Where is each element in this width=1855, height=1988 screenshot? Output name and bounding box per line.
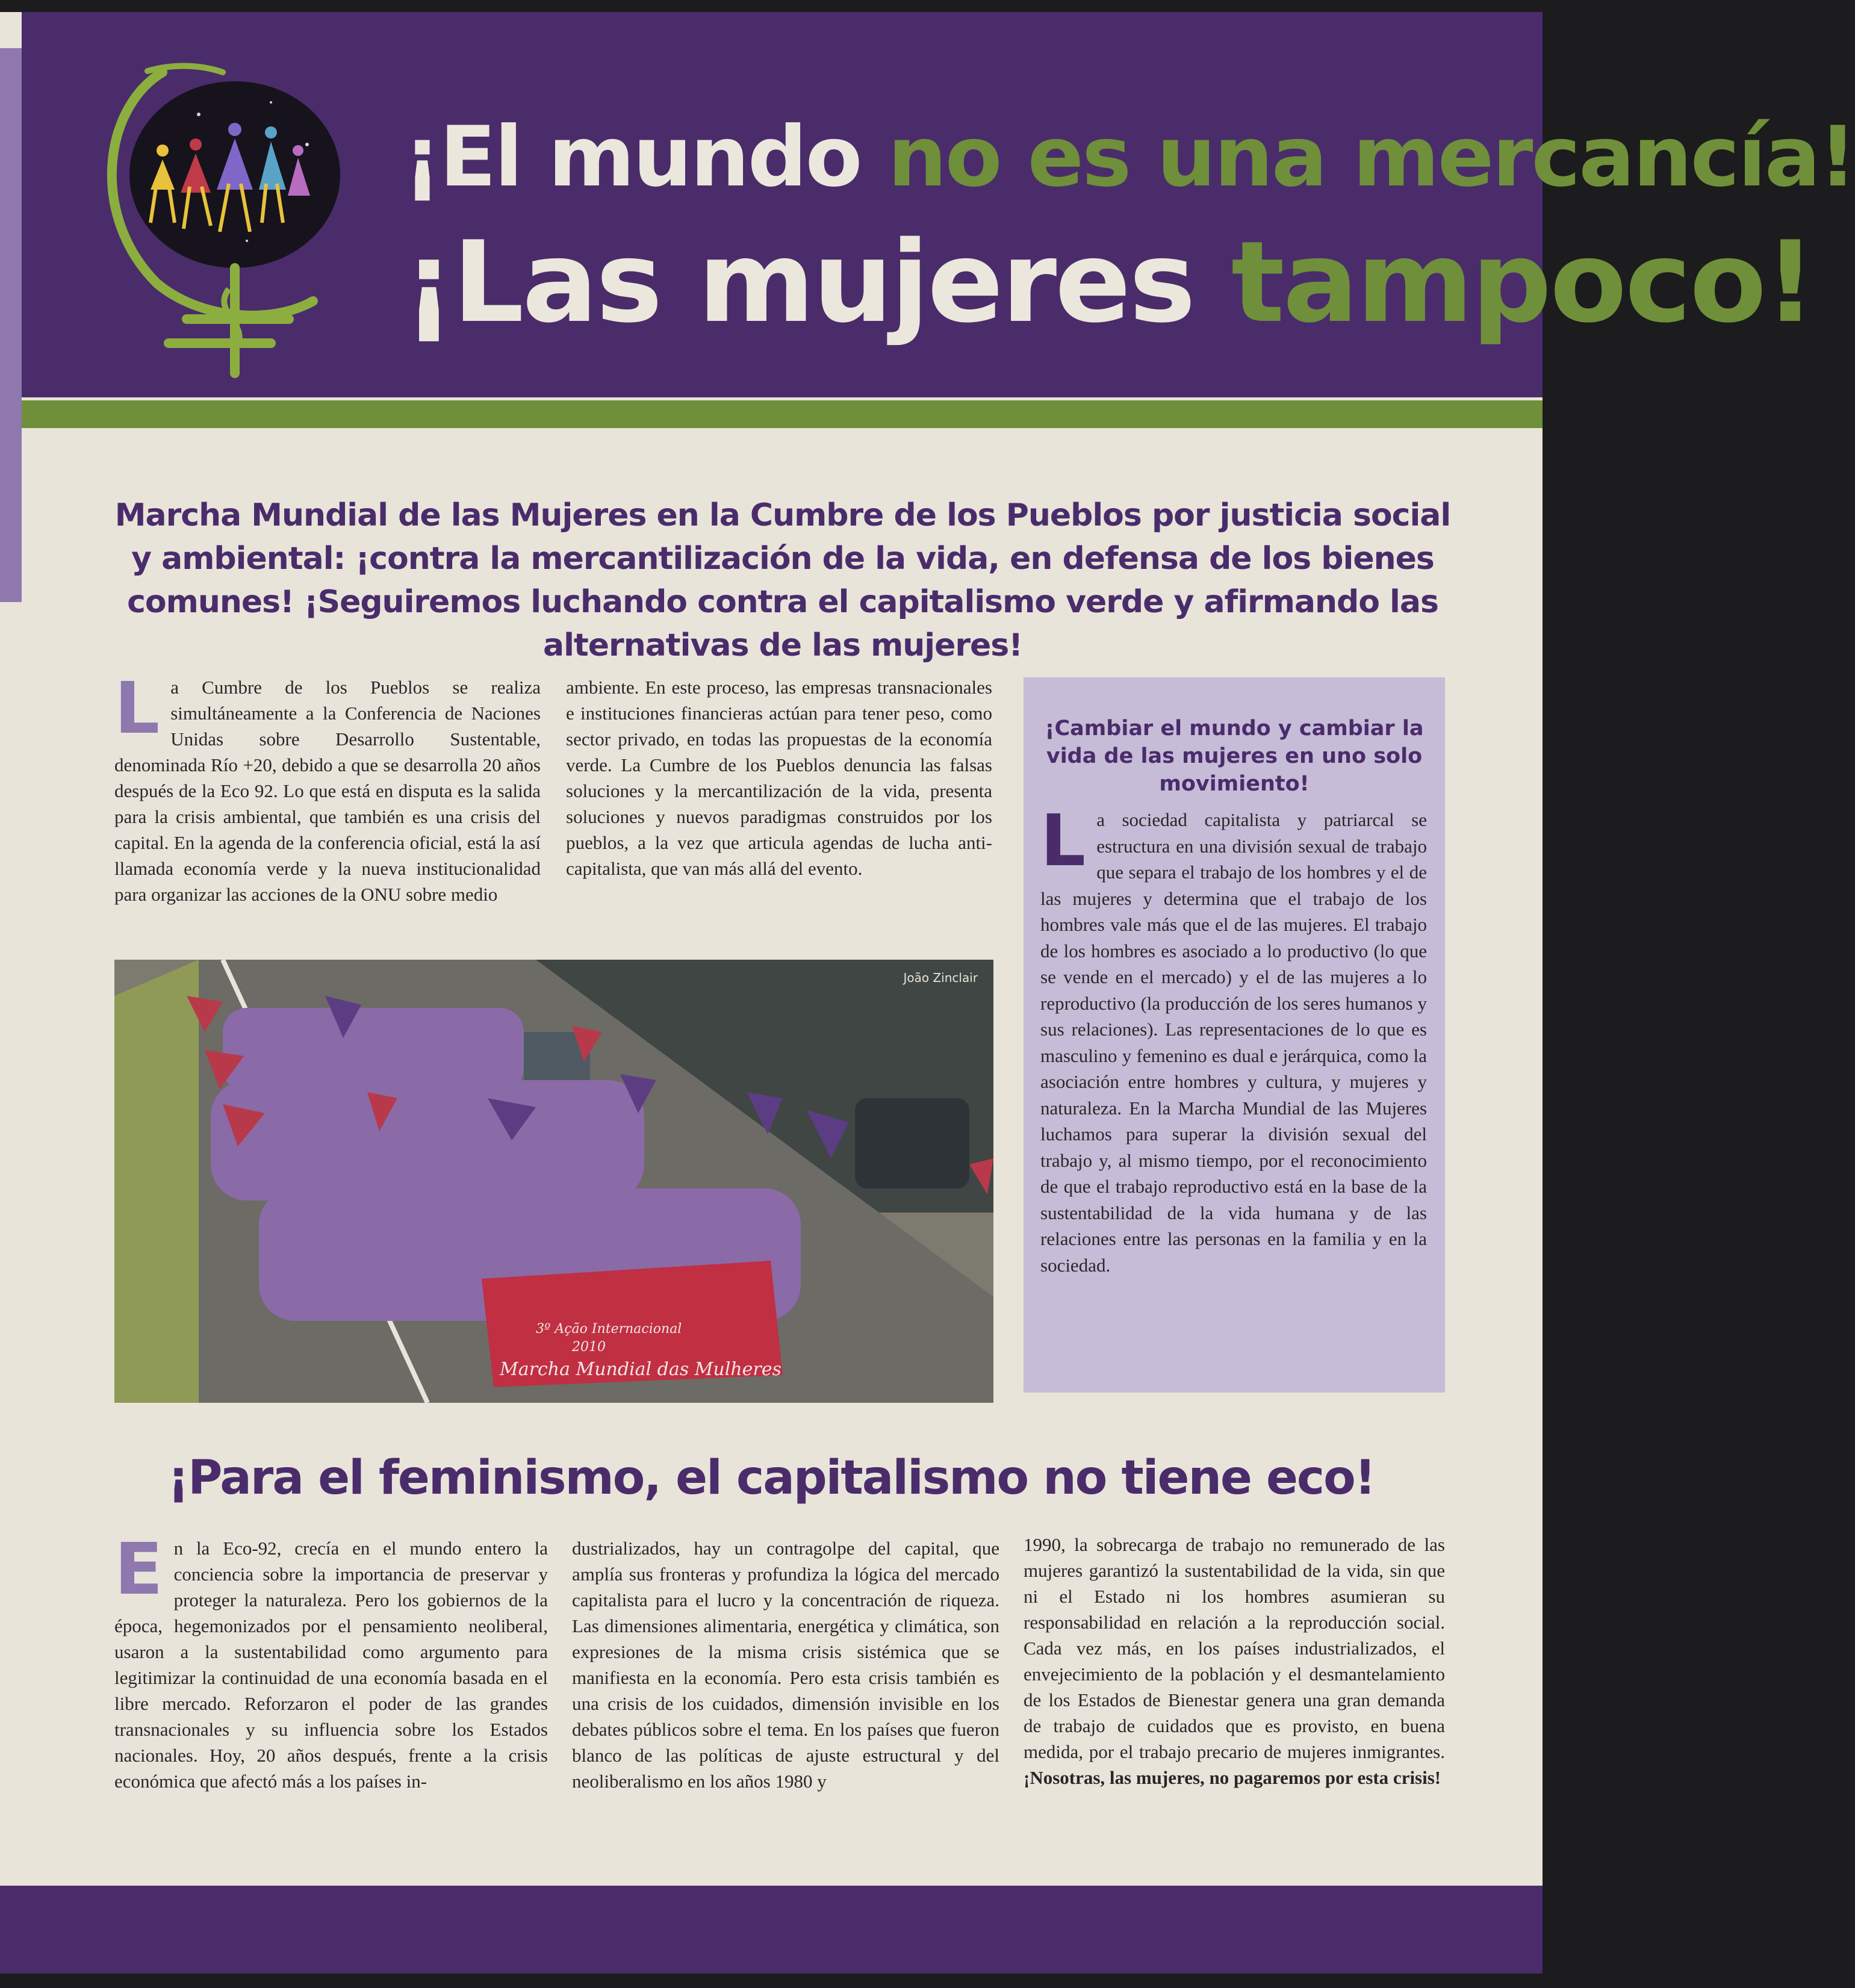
- headline-line-1-white: ¡El mundo: [403, 108, 888, 205]
- section-column-3: [1024, 1532, 1445, 1791]
- intro-column-1: [114, 666, 541, 907]
- headline-line-2-white: ¡Las mujeres: [403, 217, 1231, 347]
- headline-line-1: [403, 108, 1855, 205]
- section-text-1: n la Eco-92, crecía en el mundo entero la conciencia sobre la importancia de preservar y proteger la naturaleza. Pero los gobiernos de la época, hegemonizados por el pensamiento neoliberal, usaron a la sustentabilidad como argumento para legitimizar la continuidad de una economía basada en el libre mercado. Reforzaron el poder de las grandes transnacionales y su influencia sobre los Estados nacionales. Hoy, 20 años después, frente a la crisis económica que afectó más a los países in-: [114, 1538, 548, 1792]
- banner-text-1: 3º Ação Internacional: [536, 1322, 682, 1337]
- section-text-3: 1990, la sobrecarga de trabajo no remunerado de las mujeres garantizó la sustentabilidad de la vida, sin que ni el Estado ni los hombres asumieran su responsabilidad en relación a la reproducción social. Cada vez más, en los países industrializados, el envejecimiento de la población y el desmantelamiento de los Estados de Bienestar genera una gran demanda de trabajo de cuidados que es provisto, en buena medida, por el trabajo precario de mujeres inmigrantes.: [1024, 1534, 1445, 1762]
- section-column-2: dustrializados, hay un contragolpe del capital, que amplía sus fronteras y profundiza la lógica del mercado capitalista para el lucro y la concentración de riqueza. Las dimensiones alimentaria, energética y climática, son expresiones de la misma crisis sistémica que se manifiesta en la economía. Pero esta crisis también es una crisis de los cuidados, dimensión invisible en los debates públicos sobre el tema. En los países que fueron blanco de las políticas de ajuste estructural y del neoliberalismo en los años 1980 y: [572, 1538, 999, 1792]
- section-column-1: [114, 1527, 548, 1794]
- headline-line-2-green: tampoco!: [1231, 217, 1814, 347]
- section-closing-bold: ¡Nosotras, las mujeres, no pagaremos por esta crisis!: [1024, 1767, 1441, 1788]
- banner-text-3: Marcha Mundial das Mulheres: [500, 1359, 781, 1380]
- sidebar-text: a sociedad capitalista y patriarcal se estructura en una división sexual de trabajo que separa el trabajo de los hombres y el de las mujeres y determina que el trabajo de los hombres vale más que el de las mujeres. El trabajo de los hombres es asociado a lo productivo (lo que se vende en el mercado) y el de las mujeres a lo reproductivo (la producción de los seres humanos y sus relaciones). Las representaciones de lo que es masculino y femenino es dual e jerárquica, como la asociación entre hombres y cultura, y mujeres y naturaleza. En la Marcha Mundial de las Mujeres luchamos para superar la división sexual del trabajo y, al mismo tiempo, por el reconocimiento de que el trabajo reproductivo está en la base de la sustentabilidad de la vida humana y de las relaciones entre las personas en la familia y en la sociedad.: [1040, 809, 1427, 1276]
- women-globe-logo: [90, 60, 391, 385]
- headline-line-1-green: no es una mercancía!: [887, 108, 1855, 205]
- left-edge-strip: [0, 48, 22, 602]
- photo-credit: João Zinclair: [903, 971, 978, 985]
- march-photo: [114, 960, 993, 1403]
- newspaper-page: [0, 12, 1855, 1974]
- section-title: ¡Para el feminismo, el capitalismo no tiene eco!: [167, 1451, 1375, 1505]
- green-divider: [22, 400, 1543, 428]
- sidebar-dropcap: L: [1040, 799, 1086, 882]
- sidebar-body: [1040, 799, 1427, 1278]
- sidebar-box: [1024, 677, 1445, 1393]
- sidebar-title: ¡Cambiar el mundo y cambiar la vida de las mujeres en uno solo movimiento!: [1045, 716, 1424, 796]
- march-photo-illustration: [114, 960, 993, 1403]
- headline-line-2: [403, 217, 1814, 347]
- banner-text-2: 2010: [572, 1340, 606, 1355]
- intro-dropcap: L: [114, 666, 160, 750]
- intro-column-2: ambiente. En este proceso, las empresas transnacionales e instituciones financieras actúan para tener peso, como sector privado, en todas las propuestas de la economía verde. La Cumbre de los Pueblos denuncia las falsas soluciones y la mercantilización de la vida, presenta soluciones y nuevos paradigmas construidos por los pueblos, a la vez que articula agendas de lucha anti-capitalista, que van más allá del evento.: [566, 677, 992, 879]
- subtitle: Marcha Mundial de las Mujeres en la Cumbre de los Pueblos por justicia social y ambiental: ¡contra la mercantilización de la vida, en defensa de los bienes comunes! ¡Seguiremos luchando contra el capitalismo verde y afirmando las alternativas de las mujeres!: [114, 497, 1451, 663]
- intro-text-1: a Cumbre de los Pueblos se realiza simultáneamente a la Conferencia de Naciones Unidas sobre Desarrollo Sustentable, denominada Río +20, debido a que se desarrolla 20 años después de la Eco 92. Lo que está en disputa es la salida para la crisis ambiental, que también es una crisis del capital. En la agenda de la conferencia oficial, está la así llamada economía verde y la nueva institucionalidad para organizar las acciones de la ONU sobre medio: [114, 677, 541, 905]
- footer-band: [0, 1886, 1543, 1974]
- section-dropcap: E: [114, 1527, 163, 1611]
